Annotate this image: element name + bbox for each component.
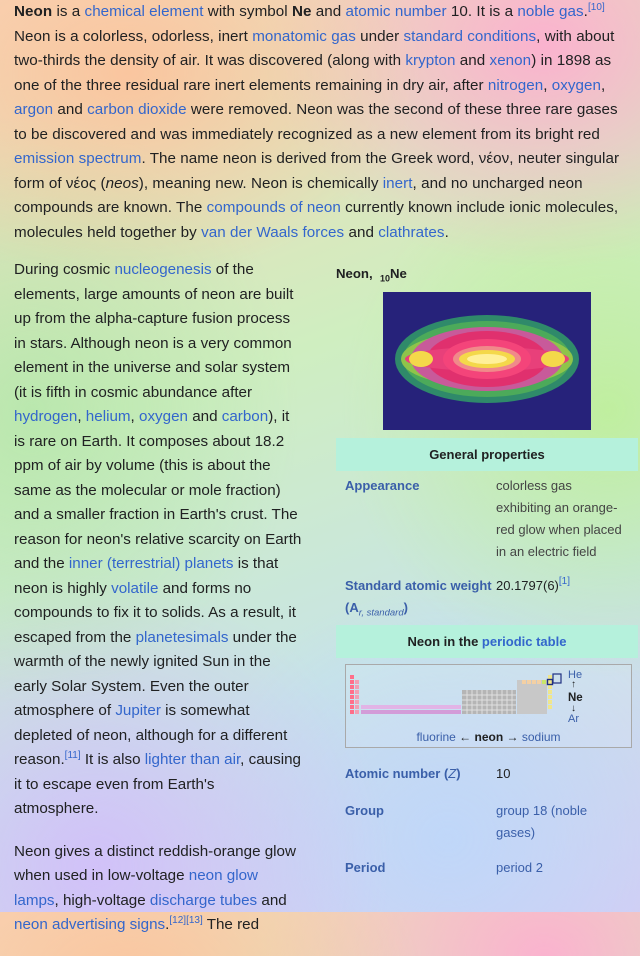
link-jupiter[interactable]: Jupiter	[115, 702, 161, 719]
atomic-number-value: 10	[496, 766, 511, 781]
appearance-label: Appearance	[345, 478, 420, 493]
link-van-der-waals[interactable]: van der Waals forces	[201, 223, 345, 241]
link-nitrogen[interactable]: nitrogen	[487, 76, 544, 94]
link-compounds-of-neon[interactable]: compounds of neon	[206, 199, 341, 216]
link-inner-planets[interactable]: inner (terrestrial) planets	[68, 555, 234, 572]
article-subject: Neon	[14, 3, 53, 20]
atomic-weight-label: Standard atomic weight $(A_{r, standard})$	[345, 578, 492, 619]
citation-13[interactable]: [13]	[186, 915, 203, 926]
link-clathrates[interactable]: clathrates	[378, 223, 445, 241]
link-emission-spectrum[interactable]: emission spectrum	[14, 150, 142, 167]
link-inert[interactable]: inert	[382, 174, 413, 192]
link-krypton[interactable]: krypton	[405, 52, 456, 69]
paragraph-nucleogenesis: During cosmic nucleogenesis of the elements, large amounts of neon are built up from the alpha-capture fusion process in stars. Although neon is a very common element in the universe and solar system (it is fifth in cosmic abundance after hydrogen, helium, oxygen and carbon), it is rare on Earth. It composes about 18.2 ppm of air by volume (this is about the same as the molecular or mole fraction) and a smaller fraction in Earth's crust. The reason for neon's relative scarcity on Earth and the inner (terrestrial) planets is that neon is highly volatile and forms no compounds to fix it to solids. As a result, it escaped from the planetesimals under the warmth of the newly ignited Sun in the early Solar System. Even the outer atmosphere of Jupiter is somewhat depleted of neon, although for a different reason.[11] It is also lighter than air, causing it to escape even from Earth's atmosphere.	[14, 261, 302, 817]
appearance-row	[336, 475, 638, 573]
citation-11[interactable]: [11]	[64, 750, 81, 761]
paragraph-glow: Neon gives a distinct reddish-orange glow when used in low-voltage neon glow lamps, high-voltage discharge tubes and neon advertising signs.[12][13] The red	[14, 842, 296, 933]
link-periodic-table[interactable]: periodic table	[481, 634, 567, 649]
citation-10[interactable]: [10]	[587, 2, 605, 13]
link-oxygen[interactable]: oxygen	[551, 76, 602, 94]
atomic-weight-value: 20.1797(6)[1]	[496, 576, 571, 593]
periodic-table-header: Neon in the periodic table	[336, 625, 638, 658]
emission-spectrum-image[interactable]	[383, 292, 591, 430]
intro-paragraph: Neon is a chemical element with symbol Ne and atomic number 10. It is a noble gas.[10] Neon is a colorless, odorless, inert monatomic gas under standard conditions, with about two-thirds the density of air. It was discovered (along with krypton and xenon) in 1898 as one of the three residual rare inert elements remaining in dry air, after nitrogen, oxygen, argon and carbon dioxide were removed. Neon was the second of these three rare gases to be discovered and was immediately recognized as a new element from its bright red emission spectrum. The name neon is derived from the Greek word, νέον, neuter singular form of νέος (neos), meaning new. Neon is chemically inert, and no uncharged neon compounds are known. The compounds of neon currently known include ionic molecules, molecules held together by van der Waals forces and clathrates.	[14, 2, 620, 241]
link-lighter-than-air[interactable]: lighter than air	[144, 751, 241, 768]
link-neon-glow-lamps[interactable]: neon glow lamps	[14, 867, 259, 909]
link-sodium[interactable]: sodium	[521, 730, 561, 744]
arrow-down-icon: ↓	[571, 703, 576, 714]
link-neon-signs[interactable]: neon advertising signs	[14, 916, 166, 933]
periodic-table-grid	[346, 665, 631, 727]
group-value[interactable]: group 18 (noble gases)	[496, 803, 588, 840]
infobox	[336, 262, 638, 879]
atomic-weight-row	[336, 575, 638, 621]
pt-above-label[interactable]: He	[568, 669, 583, 681]
period-value[interactable]: period 2	[496, 860, 543, 875]
general-properties-header: General properties	[336, 438, 638, 471]
link-xenon[interactable]: xenon	[489, 52, 532, 69]
link-standard-conditions[interactable]: standard conditions	[403, 27, 537, 45]
element-symbol: Ne	[291, 3, 312, 20]
link-oxygen-2[interactable]: oxygen	[139, 408, 188, 425]
infobox-caption: Neon, $_{10}$Ne	[336, 266, 407, 284]
group-row	[336, 800, 638, 857]
body-column	[14, 258, 302, 956]
period-label: Period	[345, 860, 386, 875]
appearance-value: colorless gas exhibiting an orange-red glow when placed in an electric field	[496, 478, 622, 559]
pt-below-label[interactable]: Ar	[568, 713, 579, 725]
pt-neighbors-caption: fluorine ← neon → sodium	[416, 730, 561, 744]
spectrum-glow-graphic	[383, 292, 591, 430]
link-carbon[interactable]: carbon	[221, 408, 269, 425]
link-atomic-number[interactable]: atomic number	[345, 3, 447, 20]
link-nucleogenesis[interactable]: nucleogenesis	[114, 261, 212, 278]
citation-1[interactable]: [1]	[558, 576, 571, 587]
link-volatile[interactable]: volatile	[111, 579, 159, 597]
pt-current-label: Ne	[568, 692, 583, 704]
citation-12[interactable]: [12]	[169, 915, 187, 926]
link-fluorine[interactable]: fluorine	[416, 730, 456, 744]
link-planetesimals[interactable]: planetesimals	[135, 628, 229, 646]
link-noble-gas[interactable]: noble gas	[517, 3, 584, 20]
link-hydrogen[interactable]: hydrogen	[14, 408, 78, 425]
arrow-up-icon: ↑	[571, 679, 576, 690]
link-monatomic-gas[interactable]: monatomic gas	[252, 27, 356, 45]
group-label: Group	[345, 803, 384, 818]
link-discharge-tubes[interactable]: discharge tubes	[149, 891, 258, 909]
link-carbon-dioxide[interactable]: carbon dioxide	[87, 101, 187, 118]
atomic-number-label: Atomic number (Z)	[345, 766, 461, 781]
periodic-table-mini[interactable]	[345, 664, 632, 748]
period-row	[336, 857, 638, 879]
link-helium[interactable]: helium	[85, 408, 131, 425]
link-chemical-element[interactable]: chemical element	[84, 3, 204, 20]
link-argon[interactable]: argon	[14, 101, 54, 118]
atomic-number-row	[336, 764, 638, 800]
